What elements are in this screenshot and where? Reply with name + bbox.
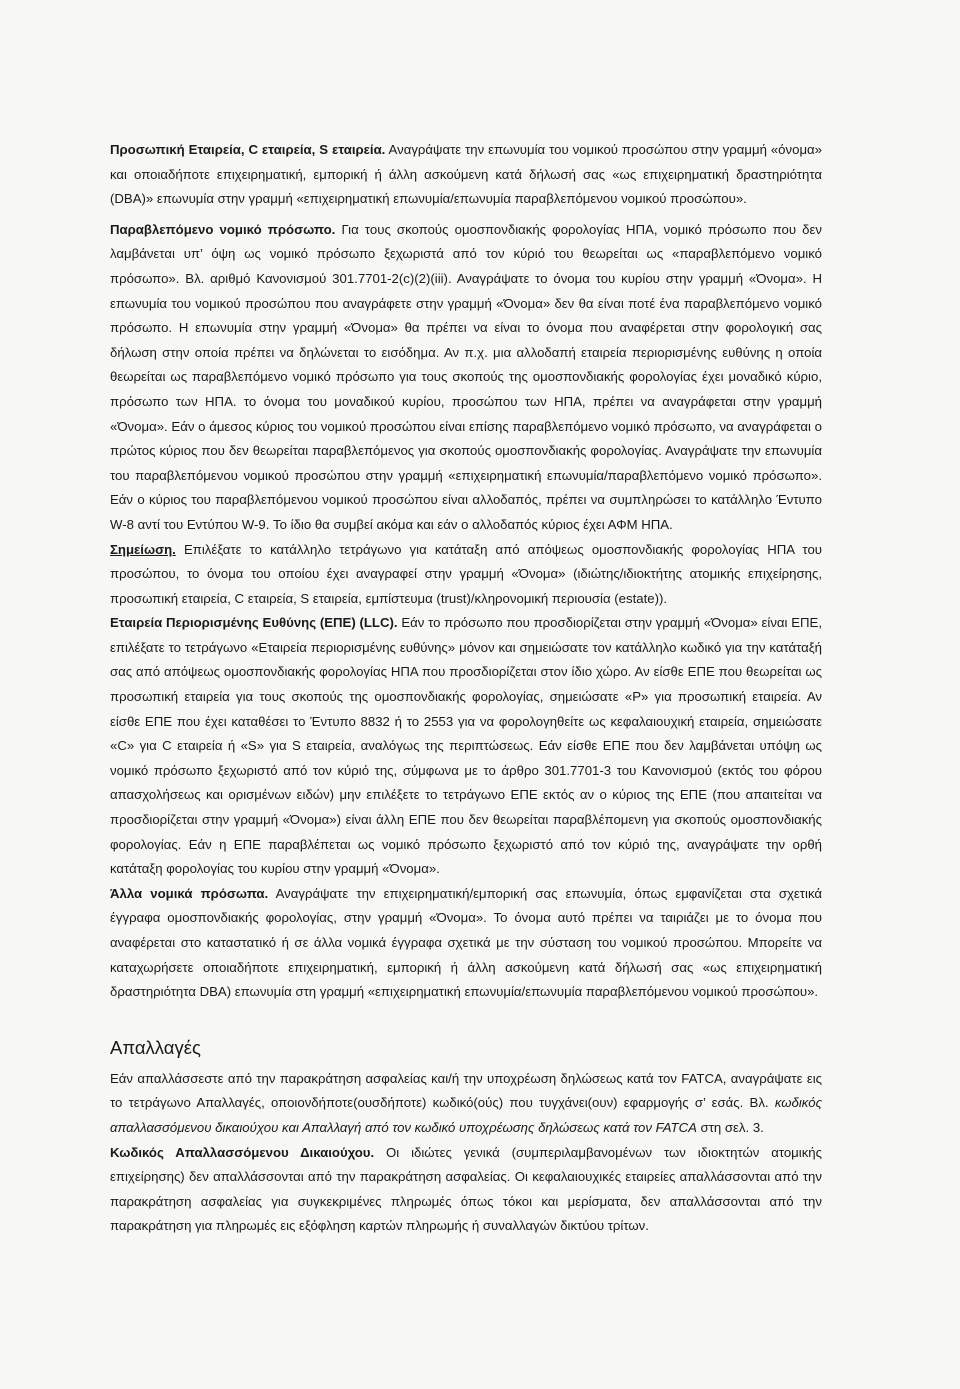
text-exemptions-reference: κωδικός απαλλασσόμενου δικαιούχου και Απαλλαγή από τον κωδικό υποχρέωσης δηλώσεως κατά τον FATCA (110, 1095, 822, 1135)
section-title-exemptions: Απαλλαγές (110, 1036, 201, 1058)
text-exemptions-tail: στη σελ. 3. (696, 1119, 764, 1135)
lead-exempt-payee-code: Κωδικός Απαλλασσόμενου Δικαιούχου. (110, 1144, 375, 1160)
text-disregarded-entity: Για τους σκοπούς ομοσπονδιακής φορολογίας ΗΠΑ, νομικό πρόσωπο που δεν λαμβάνεται υπ’ όψη ως νομικό πρόσωπο ξεχωριστά από τον κύριό του θεωρείται ως «παραβλεπόμενο νομικό πρόσωπο». Βλ. αριθμό Κανονισμού 301.7701-2(c)(2)(iii). Αναγράψατε το όνομα του κυρίου στην γραμμή «Όνομα». Η επωνυμία του νομικού προσώπου που αναγράφετε στην γραμμή «Όνομα» δεν θα είναι ποτέ ένα παραβλεπόμενο νομικό πρόσωπο. Η επωνυμία στην γραμμή «Όνομα» θα πρέπει να είναι το όνομα που αναφέρεται στην φορολογική σας δήλωση στην οποία πρέπει να δηλώνεται το εισόδημα. Αν π.χ. μια αλλοδαπή εταιρεία περιορισμένης ευθύνης η οποία θεωρείται ως παραβλεπόμενο νομικό πρόσωπο για τους σκοπούς της ομοσπονδιακής φορολογίας έχει μοναδικό κύριο, πρόσωπο των ΗΠΑ. το όνομα του μοναδικού κυρίου, προσώπου των ΗΠΑ, πρέπει να αναγράφεται στην γραμμή «Όνομα». Εάν ο άμεσος κύριος του νομικού προσώπου είναι επίσης παραβλεπόμενο νομικό πρόσωπο, να αναγράφεται ο πρώτος κύριος που δεν θεωρείται παραβλεπόμενος για σκοπούς ομοσπονδιακής φορολογίας. Αναγράψατε την επωνυμία του παραβλεπόμενου νομικού προσώπου στην γραμμή «επιχειρηματική επωνυμία/παραβλεπόμενο νομικό πρόσωπο». Εάν ο κύριος του παραβλεπόμενου νομικού προσώπου είναι αλλοδαπός, πρέπει να συμπληρώσει το κατάλληλο Έντυπο W-8 αντί του Εντύπου W-9. Το ίδιο θα συμβεί ακόμα και εάν ο αλλοδαπός κύριος έχει ΑΦΜ ΗΠΑ. (110, 221, 822, 532)
paragraph-personal-company (110, 138, 822, 212)
document-page (110, 138, 822, 1239)
lead-note: Σημείωση. (110, 541, 176, 557)
lead-llc: Εταιρεία Περιορισμένης Ευθύνης (ΕΠΕ) (LLC). (110, 615, 398, 631)
paragraph-note (110, 538, 822, 612)
lead-personal-company: Προσωπική Εταιρεία, C εταιρεία, S εταιρεία. (110, 142, 386, 157)
paragraph-disregarded-entity (110, 218, 822, 538)
text-note: Επιλέξατε το κατάλληλο τετράγωνο για κατάταξη από απόψεως ομοσπονδιακής φορολογίας ΗΠΑ του προσώπου, το όνομα του οποίου έχει αναγραφεί στην γραμμή «Όνομα» (ιδιώτης/ιδιοκτήτης ατομικής επιχείρησης, προσωπική εταιρεία, C εταιρεία, S εταιρεία, εμπίστευμα (trust)/κληρονομική περιουσία (estate)). (110, 541, 822, 606)
paragraph-other-entities (110, 882, 822, 1005)
text-llc: Εάν το πρόσωπο που προσδιορίζεται στην γραμμή «Όνομα» είναι ΕΠΕ, επιλέξατε το τετράγωνο «Εταιρεία περιορισμένης ευθύνης» μόνον και σημειώσατε τον κατάλληλο κωδικό για την κατάταξή σας από απόψεως ομοσπονδιακής φορολογίας ΗΠΑ που προσδιορίζεται στον ίδιο χώρο. Αν είσθε ΕΠΕ που θεωρείται ως προσωπική εταιρεία για τους σκοπούς της ομοσπονδιακής φορολογίας, σημειώσατε «P» για προσωπική εταιρεία. Αν είσθε ΕΠΕ που έχει καταθέσει το Έντυπο 8832 ή το 2553 για να φορολογηθείτε ως κεφαλαιουχική εταιρεία, σημειώσατε «C» για C εταιρεία ή «S» για S εταιρεία, αναλόγως της περιπτώσεως. Εάν είσθε ΕΠΕ που δεν λαμβάνεται υπόψη ως νομικό πρόσωπο ξεχωριστό από τον κύριό της, σύμφωνα με το άρθρο 301.7701-3 του Κανονισμού (εκτός του φόρου απασχολήσεως και ορισμένων ειδών) μην επιλέξετε το τετράγωνο ΕΠΕ εκτός αν ο κύριος της ΕΠΕ (που απαιτείται να προσδιορίζεται στην γραμμή «Όνομα») είναι άλλη ΕΠΕ που δεν θεωρείται παραβλέπομενη για σκοπούς ομοσπονδιακής φορολογίας. Εάν η ΕΠΕ παραβλέπεται ως νομικό πρόσωπο ξεχωριστό από τον κύριό της, αναγράψατε την ορθή κατάταξη φορολογίας του κυρίου στην γραμμή «Όνομα». (110, 615, 823, 877)
text-other-entities: Αναγράψατε την επιχειρηματική/εμπορική σας επωνυμία, όπως εμφανίζεται στα σχετικά έγγραφα ομοσπονδιακής φορολογίας, στην γραμμή «Όνομα». Το όνομα αυτό πρέπει να ταιριάζει με το όνομα που αναφέρεται στο καταστατικό ή σε άλλα νομικά έγγραφα σχετικά με την σύσταση του νομικού προσώπου. Μπορείτε να καταχωρήσετε οποιαδήποτε επιχειρηματική, εμπορική ή άλλη ασκούμενη κατά δήλωσή σας «ως επιχειρηματική δραστηριότητα DBA) επωνυμία στη γραμμή «επιχειρηματική επωνυμία/επωνυμία παραβλεπόμενου νομικού προσώπου». (110, 885, 822, 1000)
paragraph-exemptions-intro (110, 1067, 822, 1141)
text-exempt-payee-code: Οι ιδιώτες γενικά (συμπεριλαμβανομένων των ιδιοκτητών ατομικής επιχείρησης) δεν απαλλάσσονται από την παρακράτηση ασφαλείας. Οι κεφαλαιουχικές εταιρείες απαλλάσσονται από την παρακράτηση ασφαλείας για συγκεκριμένες πληρωμές όπως τόκοι και μερίσματα, δεν απαλλάσσονται από την παρακράτηση για πληρωμές εις εξόφληση καρτών πληρωμής ή συναλλαγών δικτύου τρίτων. (110, 1144, 822, 1234)
lead-other-entities: Άλλα νομικά πρόσωπα. (110, 885, 269, 901)
paragraph-llc (110, 611, 822, 882)
text-personal-company: Αναγράψατε την επωνυμία του νομικού προσώπου στην γραμμή «όνομα» και οποιαδήποτε επιχειρηματική, εμπορική ή άλλη ασκούμενη κατά δήλωσή σας «ως επιχειρηματική δραστηριότητα (DBA)» επωνυμία στην γραμμή «επιχειρηματική επωνυμία/επωνυμία παραβλεπόμενου νομικού προσώπου». (110, 142, 823, 207)
lead-disregarded-entity: Παραβλεπόμενο νομικό πρόσωπο. (110, 221, 336, 237)
paragraph-exempt-payee-code (110, 1141, 822, 1239)
text-exemptions-intro: Εάν απαλλάσσεστε από την παρακράτηση ασφαλείας και/ή την υποχρέωση δηλώσεως κατά τον FATCA, αναγράψατε εις το τετράγωνο Απαλλαγές, οποιονδήποτε(ουσδήποτε) κωδικό(ούς) που τυγχάνει(ουν) εφαρμογής σ’ εσάς. Βλ. (110, 1070, 822, 1111)
